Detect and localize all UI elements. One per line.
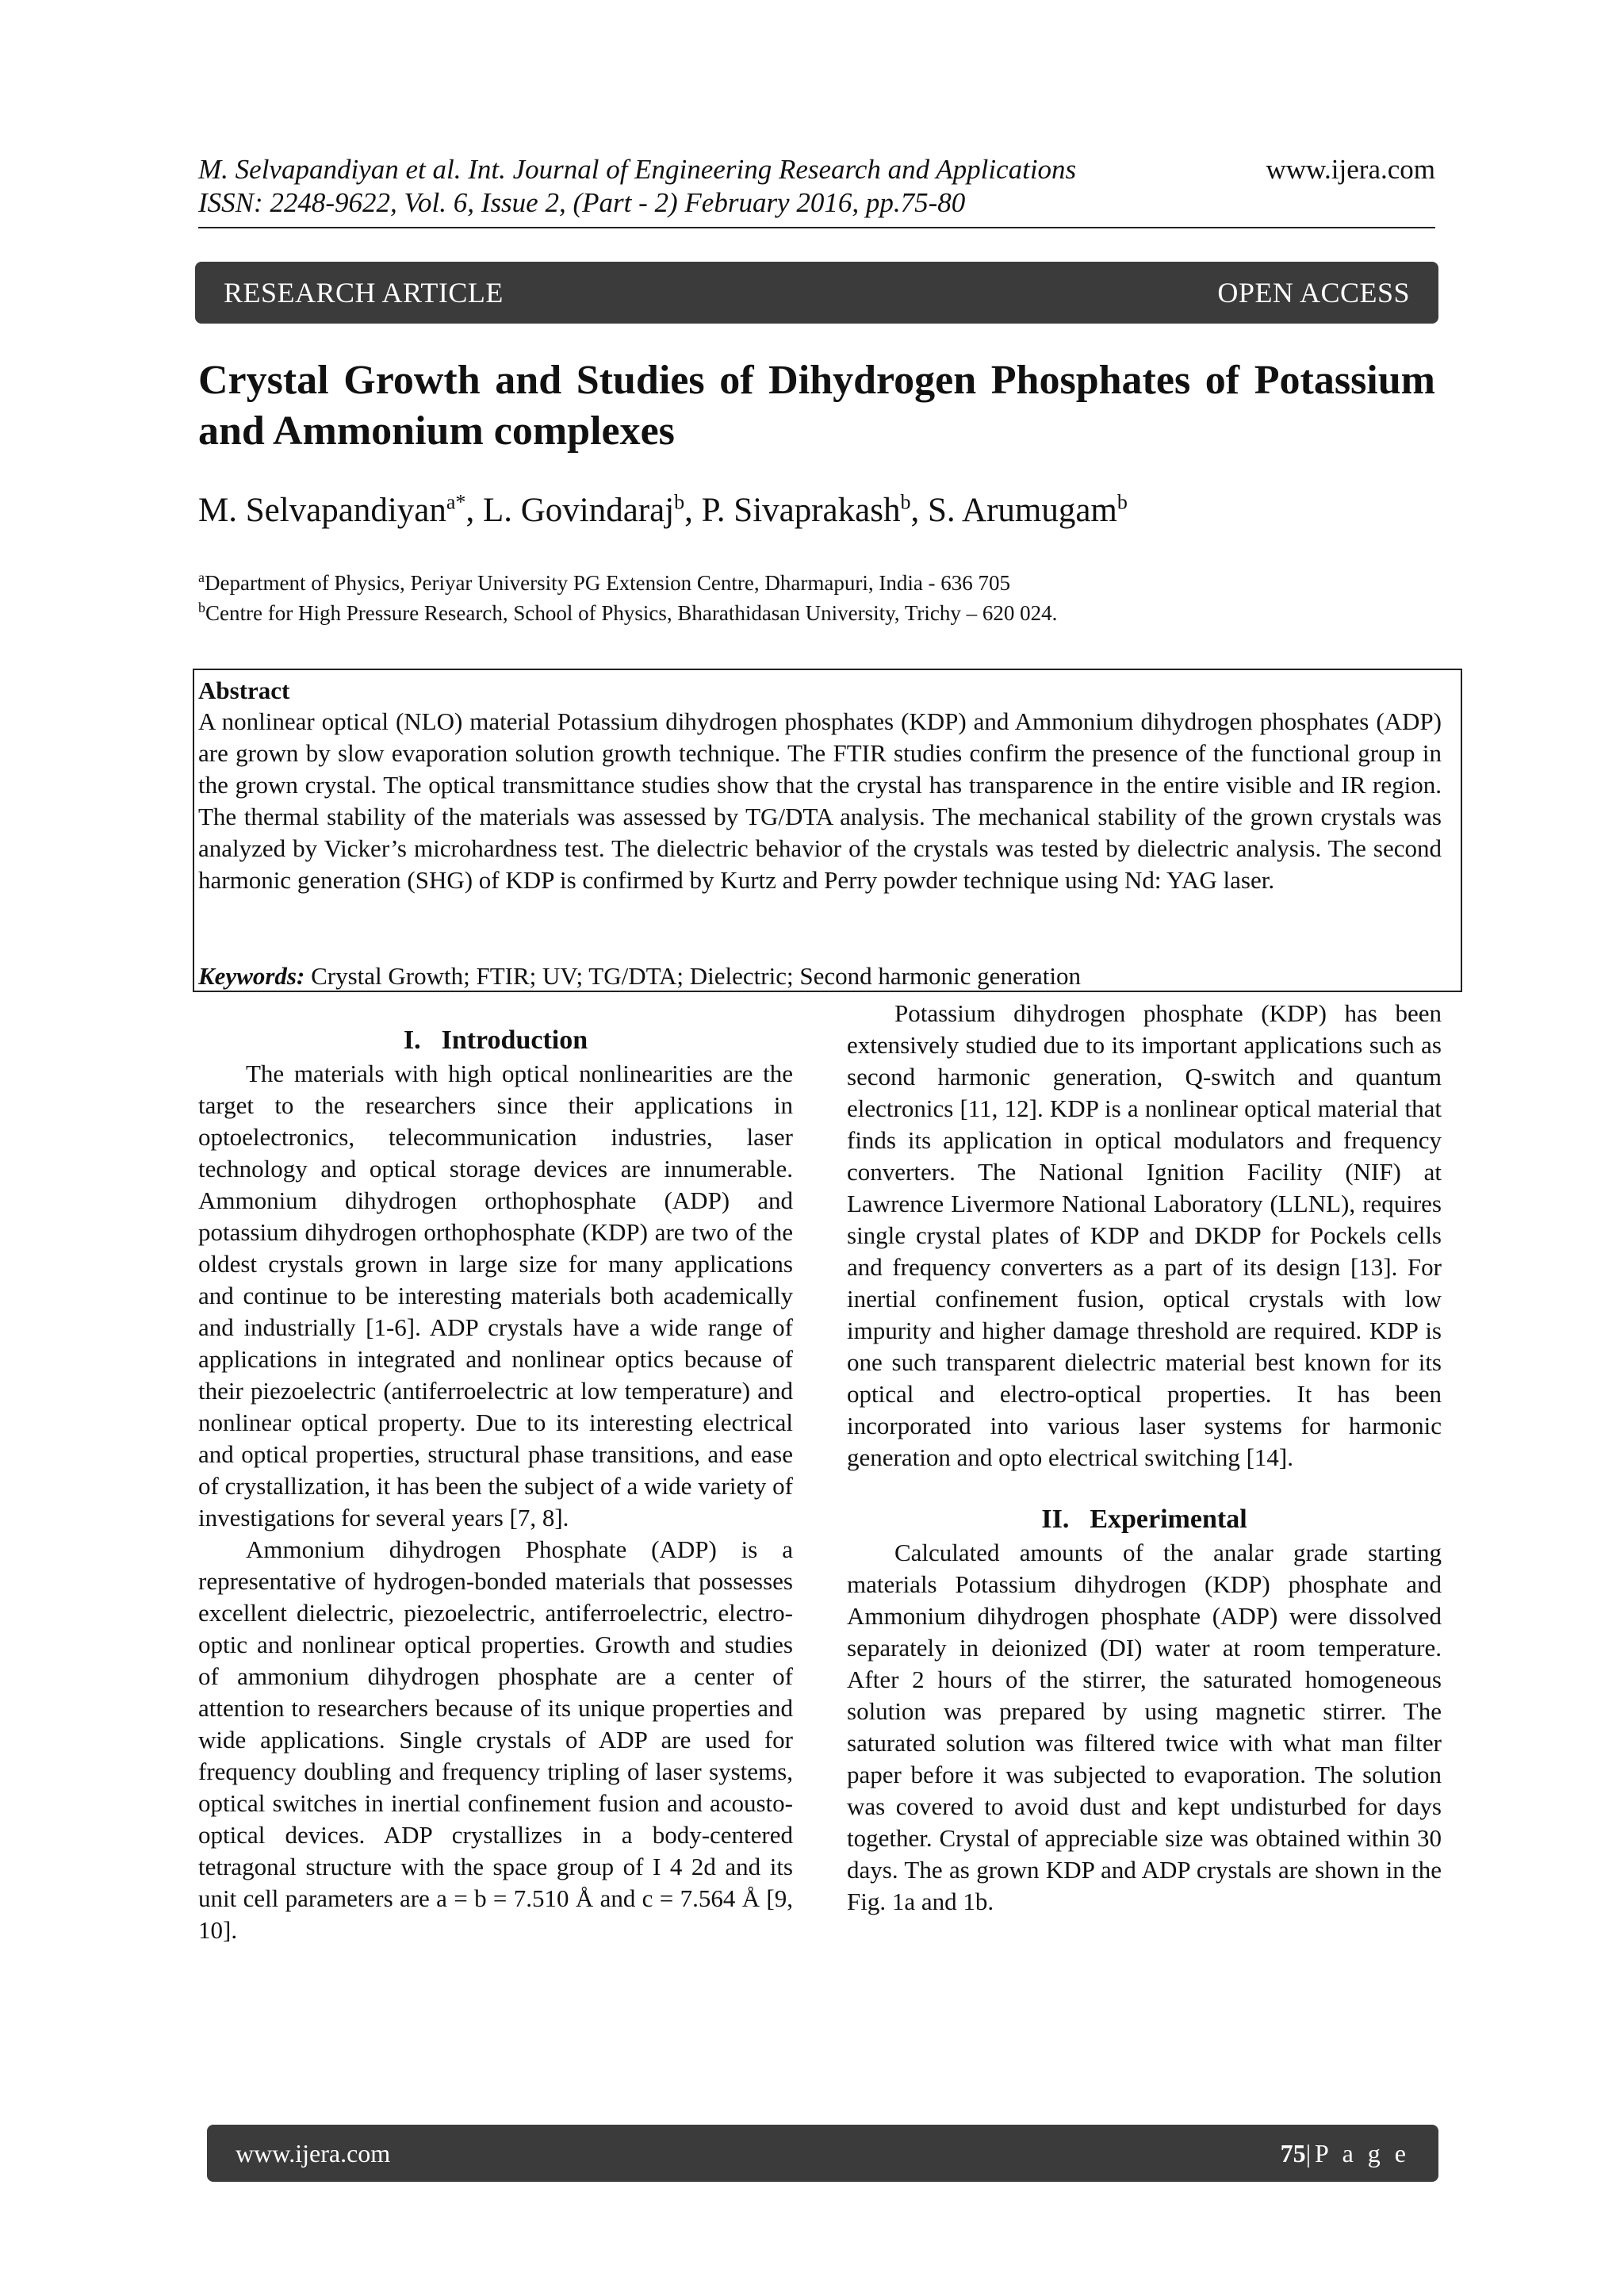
affiliation-a [198,569,1010,596]
page-number: 75 [1280,2138,1306,2168]
section-number: I. [403,1025,421,1055]
page-indicator [1281,2139,1410,2168]
abstract-body: A nonlinear optical (NLO) material Potassium dihydrogen phosphates (KDP) and Ammonium dihydrogen phosphates (ADP) are grown by slow evaporation solution growth technique. The FTIR studies confirm the presence of the functional group in the grown crystal. The optical transmittance studies show that the crystal has transparence in the entire visible and IR region. The thermal stability of the materials was assessed by TG/DTA analysis. The mechanical stability of the grown crystals was analyzed by Vicker’s microhardness test. The dielectric behavior of the crystals was tested by dielectric analysis. The second harmonic generation (SHG) of KDP is confirmed by Kurtz and Perry powder technique using Nd: YAG laser. [198,707,1442,894]
section-heading-experimental [847,1502,1442,1537]
paper-title: Crystal Growth and Studies of Dihydrogen Phosphates of Potassium and Ammonium complexes [198,358,1435,454]
affiliation-text: Department of Physics, Periyar University PG Extension Centre, Dharmapuri, India - 636 705 [205,571,1011,595]
footer-website-link[interactable]: www.ijera.com [236,2138,391,2168]
affiliation-mark: b [198,600,205,615]
keywords-label: Keywords: [198,962,305,990]
author-name: , S. Arumugam [910,492,1117,529]
section-heading-introduction [198,1023,793,1058]
right-column [847,998,1442,1918]
journal-citation: M. Selvapandiyan et al. Int. Journal of Engineering Research and Applications [198,154,1077,185]
author-name: M. Selvapandiyan [198,492,446,529]
article-type-banner [195,262,1438,324]
author-name: , L. Govindaraj [465,492,675,529]
page-label: |P a g e [1305,2138,1410,2168]
left-column [198,1023,793,1946]
affiliation-mark: a [198,569,205,585]
keywords-text: Crystal Growth; FTIR; UV; TG/DTA; Dielectric; Second harmonic generation [304,962,1082,990]
paragraph: Potassium dihydrogen phosphate (KDP) has been extensively studied due to its important applications such as second harmonic generation, Q-switch and quantum electronics [11, 12]. KDP is a nonlinear optical material that finds its application in optical modulators and frequency converters. The National Ignition Facility (NIF) at Lawrence Livermore National Laboratory (LLNL), requires single crystal plates of KDP and DKDP for Pockels cells and frequency converters as a part of its design [13]. For inertial confinement fusion, optical crystals with low impurity and higher damage threshold are required. KDP is one such transparent dielectric material best known for its optical and electro-optical properties. It has been incorporated into various laser systems for harmonic generation and opto electrical switching [14]. [847,999,1442,1471]
author-affiliation-mark: b [1116,490,1128,514]
open-access-label: OPEN ACCESS [1217,277,1410,309]
page-footer [207,2125,1438,2182]
author-list [198,490,1128,531]
research-article-label: RESEARCH ARTICLE [224,277,504,309]
author-affiliation-mark: b [900,490,911,514]
header-divider [198,227,1435,228]
section-gap [847,1474,1442,1502]
journal-website-link[interactable]: www.ijera.com [1266,154,1435,185]
author-affiliation-mark: a* [446,490,466,514]
affiliation-text: Centre for High Pressure Research, School of Physics, Bharathidasan University, Trichy – 620 024. [205,601,1058,625]
section-title: Experimental [1090,1504,1247,1534]
abstract-heading: Abstract [198,677,290,704]
author-affiliation-mark: b [674,490,685,514]
paragraph: Ammonium dihydrogen Phosphate (ADP) is a representative of hydrogen-bonded materials that possesses excellent dielectric, piezoelectric, antiferroelectric, electro-optic and nonlinear optical properties. Growth and studies of ammonium dihydrogen phosphate are a center of attention to researchers because of its unique properties and wide applications. Single crystals of ADP are used for frequency doubling and frequency tripling of laser systems, optical switches in inertial confinement fusion and acousto-optical devices. ADP crystallizes in a body-centered tetragonal structure with the space group of I 4 2d and its unit cell parameters are a = b = 7.510 Å and c = 7.564 Å [9, 10]. [198,1535,793,1944]
issn-line: ISSN: 2248-9622, Vol. 6, Issue 2, (Part - 2) February 2016, pp.75-80 [198,187,966,218]
affiliation-b [198,600,1057,627]
section-title: Introduction [441,1025,588,1055]
author-name: , P. Sivaprakash [684,492,901,529]
paragraph: The materials with high optical nonlinearities are the target to the researchers since their applications in optoelectronics, telecommunication industries, laser technology and optical storage devices are innumerable. Ammonium dihydrogen orthophosphate (ADP) and potassium dihydrogen orthophosphate (KDP) are two of the oldest crystals grown in large size for many applications and continue to be interesting materials both academically and industrially [1-6]. ADP crystals have a wide range of applications in integrated and nonlinear optics because of their piezoelectric (antiferroelectric at low temperature) and nonlinear optical property. Due to its interesting electrical and optical properties, structural phase transitions, and ease of crystallization, it has been the subject of a wide variety of investigations for several years [7, 8]. [198,1060,793,1531]
paragraph: Calculated amounts of the analar grade starting materials Potassium dihydrogen (KDP) phosphate and Ammonium dihydrogen phosphate (ADP) were dissolved separately in deionized (DI) water at room temperature. After 2 hours of the stirrer, the saturated homogeneous solution was prepared by using magnetic stirrer. The saturated solution was filtered twice with what man filter paper before it was subjected to evaporation. The solution was covered to avoid dust and kept undisturbed for days together. Crystal of appreciable size was obtained within 30 days. The as grown KDP and ADP crystals are shown in the Fig. 1a and 1b. [847,1539,1442,1915]
keywords [198,960,1081,992]
section-number: II. [1041,1504,1070,1534]
running-head [198,153,1435,220]
